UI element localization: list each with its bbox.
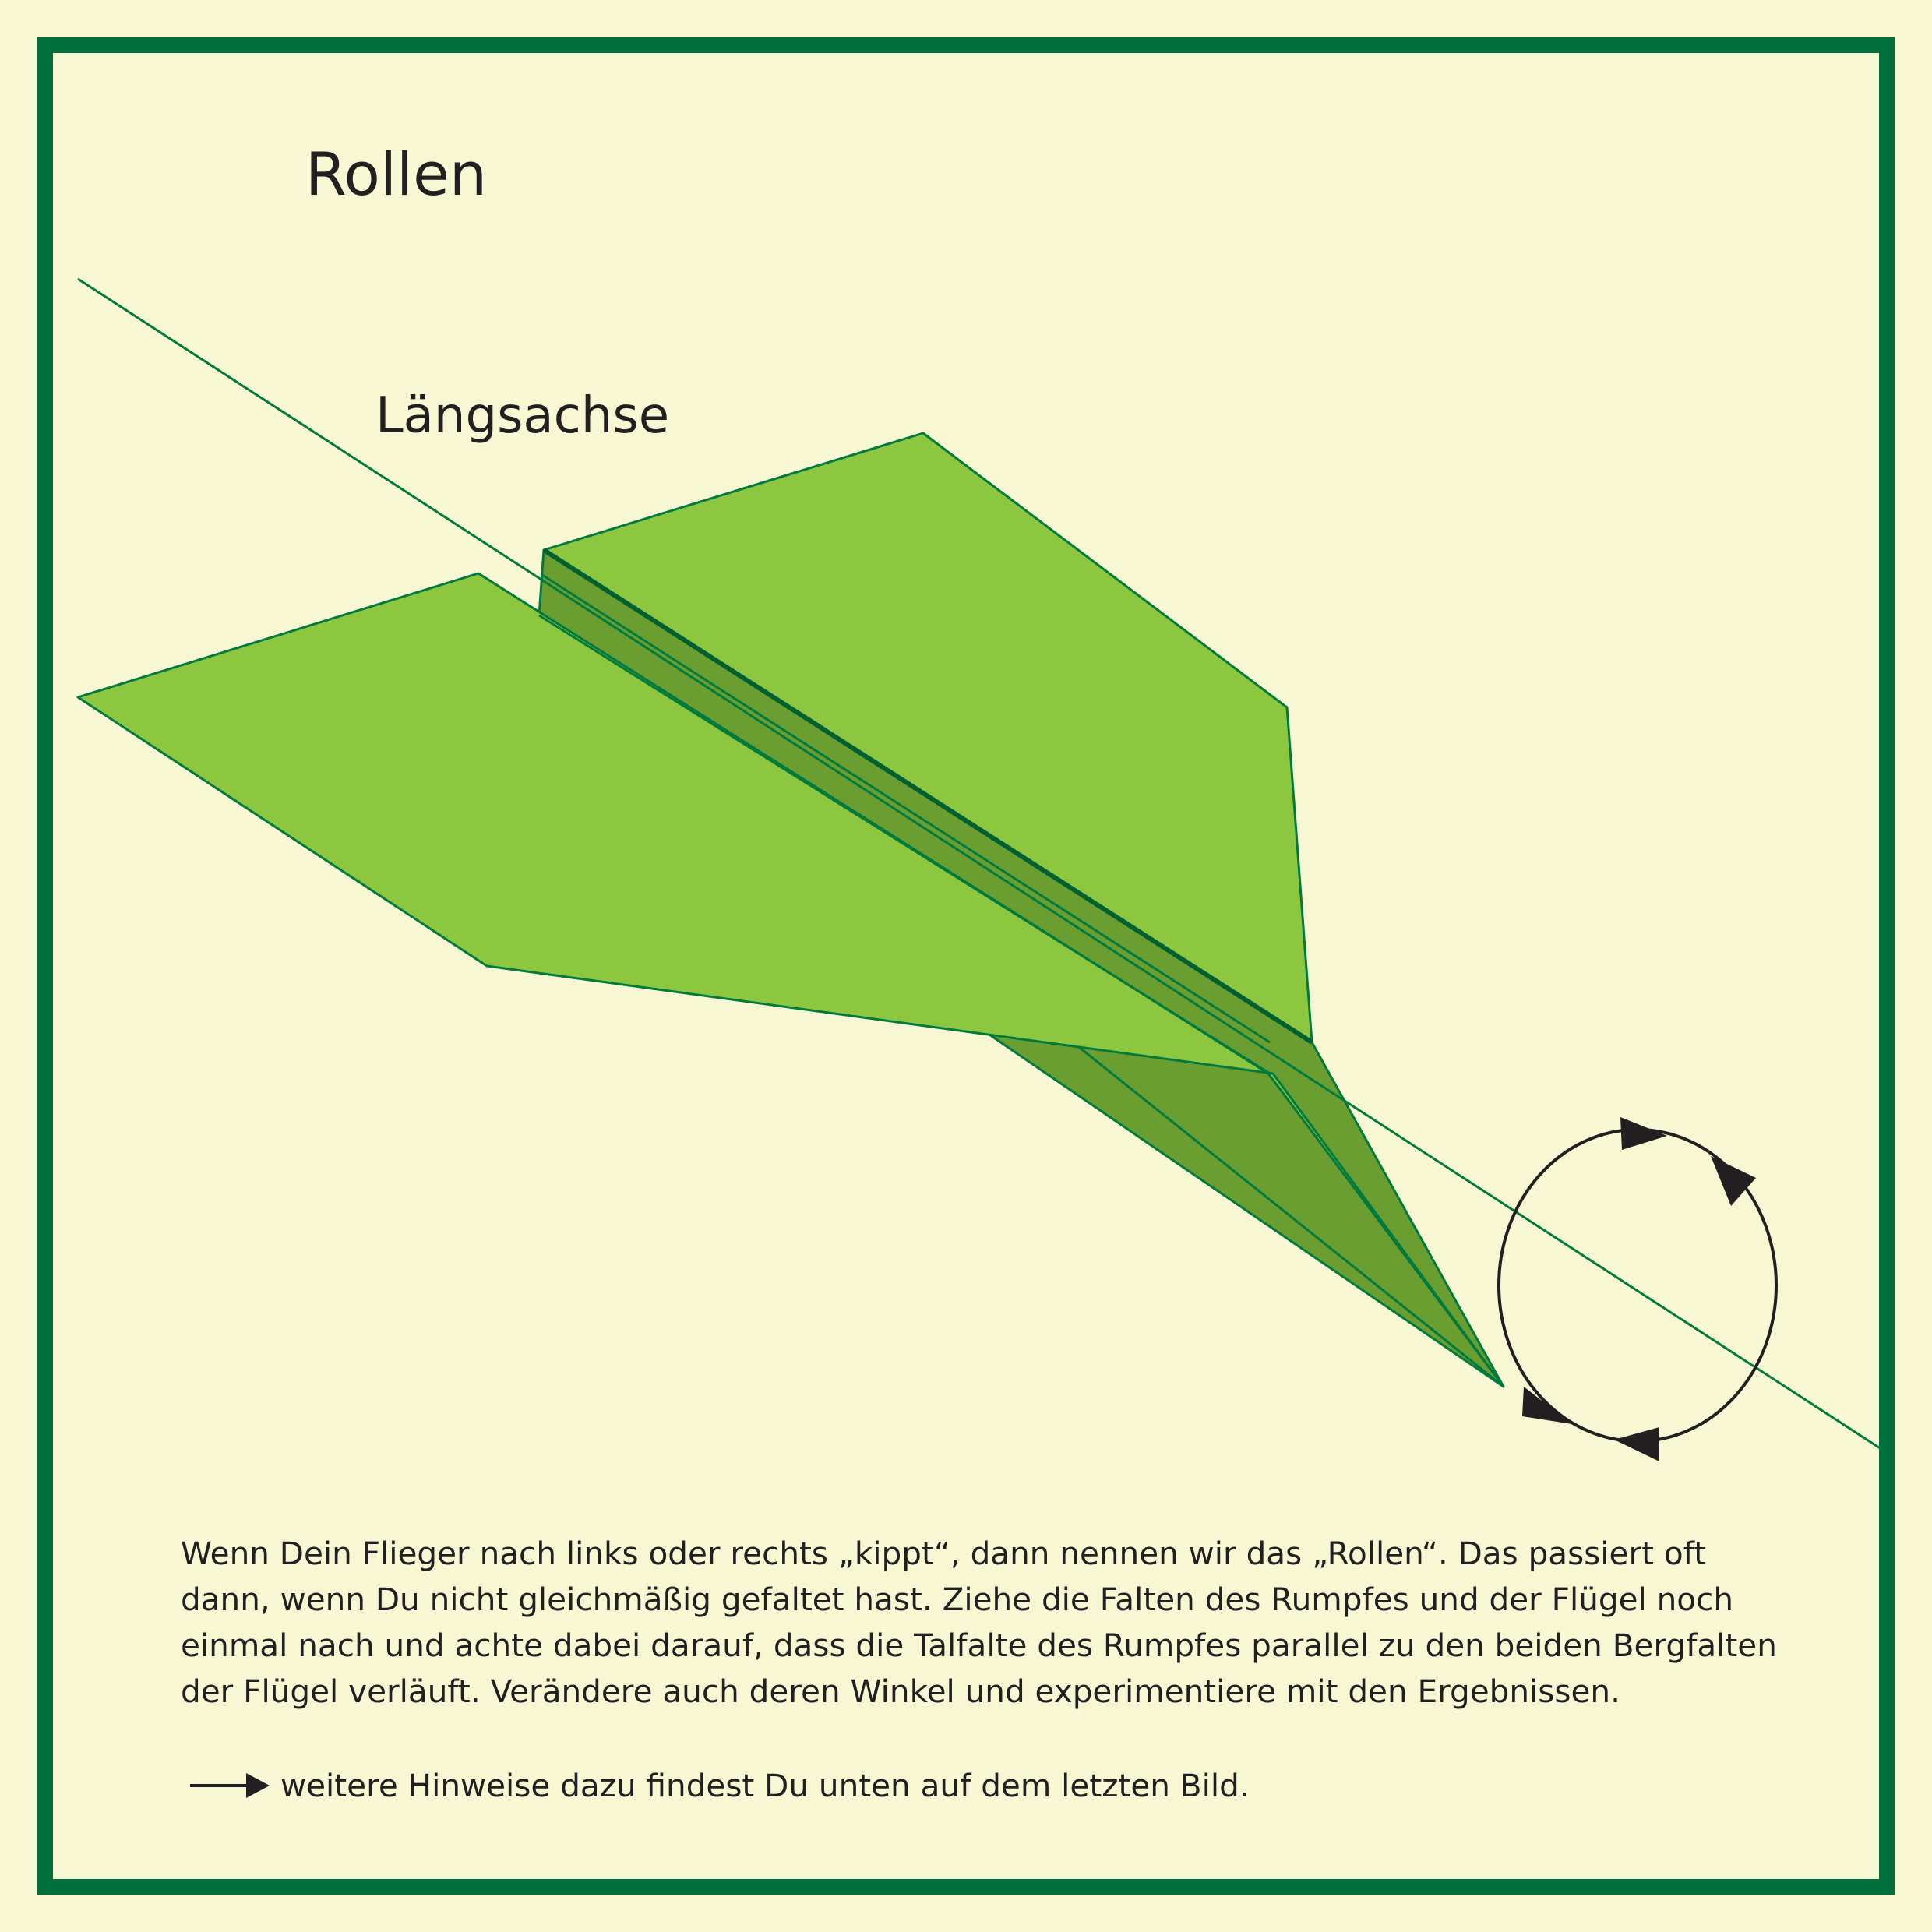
rotation-arrowhead-right [1711, 1156, 1756, 1206]
axis-label: Längsachse [375, 387, 670, 445]
rotation-arrowhead-bottom [1614, 1427, 1659, 1461]
rotation-arrowhead-left [1522, 1387, 1572, 1424]
right-arrow-icon [190, 1770, 270, 1801]
page-title: Rollen [305, 139, 488, 209]
rotation-arrowhead-top [1620, 1117, 1667, 1150]
hint-note-text: weitere Hinweise dazu findest Du unten auf dem letzten Bild. [280, 1767, 1250, 1804]
description-text: Wenn Dein Flieger nach links oder rechts „kippt“, dann nennen wir das „Rollen“. Das passiert oft dann, wenn Du nicht gleichmäßig gefaltet hast. Ziehe die Falten des Rumpfes und der Flügel noch einmal nach und achte dabei darauf, dass die Talfalte des Rumpfes parallel zu den beiden Bergfalten der Flügel verläuft. Verändere auch deren Winkel und experimentiere mit den Ergebnissen. [181, 1535, 1777, 1710]
hint-note [190, 1767, 1250, 1804]
